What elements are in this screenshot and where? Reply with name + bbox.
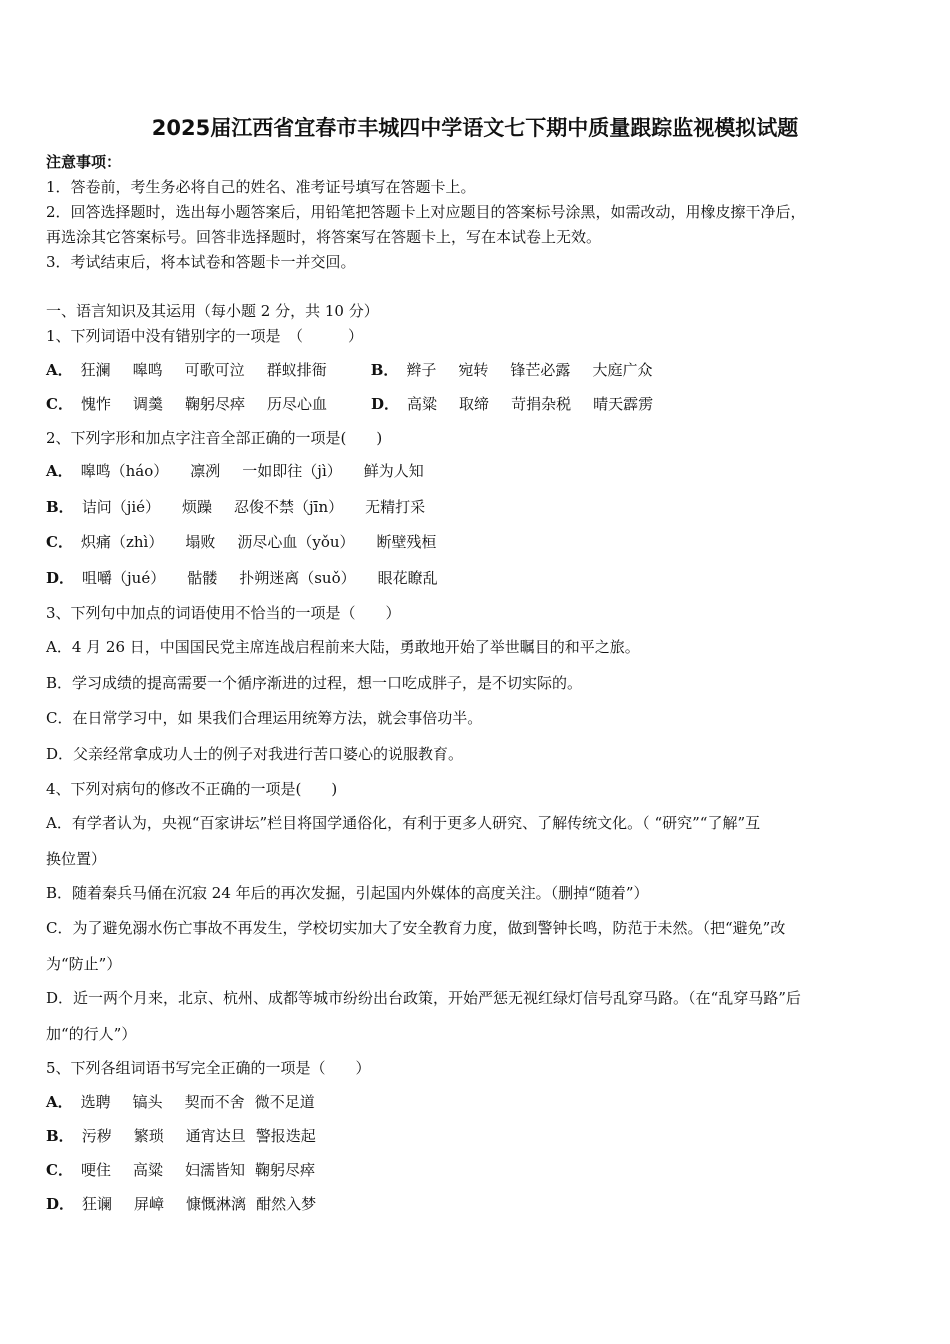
q3-option-d: D．父亲经常拿成功人士的例子对我进行苦口婆心的说服教育。 <box>46 745 464 763</box>
q1-a-word: 可歌可泣 <box>184 361 245 379</box>
q3-option-c: C．在日常学习中，如 果我们合理运用统筹方法，就会事倍功半。 <box>46 709 483 727</box>
notice-item-2a: 2．回答选择题时，选出每小题答案后，用铅笔把答题卡上对应题目的答案标号涂黑，如需改动，用橡皮擦干净后， <box>46 203 806 221</box>
question-5-stem: 5、下列各组词语书写完全正确的一项是（ ） <box>46 1059 371 1077</box>
page-title: 2025届江西省宜春市丰城四中学语文七下期中质量跟踪监视模拟试题 <box>151 116 799 140</box>
q5-option-c-label: C． <box>46 1161 73 1179</box>
q4-option-d-line2: 加“的行人”） <box>46 1025 137 1043</box>
q2-b-item: 无精打采 <box>365 498 426 516</box>
q1-option-a-label: A． <box>46 361 73 379</box>
q1-d-word: 取缔 <box>459 395 490 413</box>
q5-a-word: 选聘 <box>80 1093 111 1111</box>
q1-c-word: 历尽心血 <box>267 395 328 413</box>
q1-option-c-label: C． <box>46 395 73 413</box>
q1-a-word: 嗥鸣 <box>132 361 163 379</box>
q5-option-b-label: B． <box>46 1127 74 1145</box>
notice-item-2b: 再选涂其它答案标号。回答非选择题时，将答案写在答题卡上，写在本试卷上无效。 <box>46 228 602 246</box>
q2-option-d <box>46 568 460 588</box>
q5-a-word: 镐头 <box>132 1093 163 1111</box>
q2-d-item: 骷髅 <box>187 569 218 587</box>
q5-option-a-label: A． <box>46 1093 73 1111</box>
q5-option-a <box>46 1092 337 1112</box>
q4-option-b: B．随着秦兵马俑在沉寂 24 年后的再次发掘，引起国内外媒体的高度关注。（删掉“随着”） <box>46 884 649 902</box>
q4-option-c-line1: C．为了避免溺水伤亡事故不再发生，学校切实加大了安全教育力度，做到警钟长鸣，防范于未然。（把“避免”改 <box>46 919 786 937</box>
q1-options-cd <box>46 394 675 414</box>
q1-d-word: 晴天霹雳 <box>593 395 654 413</box>
q5-option-d <box>46 1194 338 1214</box>
question-4-stem: 4、下列对病句的修改不正确的一项是( ) <box>46 780 338 798</box>
q5-c-word: 妇濡皆知 <box>184 1161 245 1179</box>
q1-c-word: 鞠躬尽瘁 <box>184 395 245 413</box>
q1-options-ab <box>46 360 674 380</box>
q2-a-item: 一如即往（jì） <box>242 462 342 480</box>
q2-c-item: 断壁残桓 <box>376 533 437 551</box>
q2-option-c-label: C． <box>46 533 73 551</box>
q4-option-a-line2: 换位置） <box>46 850 107 868</box>
q1-a-word: 狂澜 <box>80 361 111 379</box>
q5-option-c <box>46 1160 337 1180</box>
q1-d-word: 高粱 <box>407 395 438 413</box>
q2-b-item: 忍俊不禁（jīn） <box>234 498 344 516</box>
q1-c-word: 愧怍 <box>80 395 111 413</box>
q5-d-word: 酣然入梦 <box>256 1195 317 1213</box>
section-heading: 一、语言知识及其运用（每小题 2 分，共 10 分） <box>46 302 379 320</box>
q4-option-d-line1: D．近一两个月来，北京、杭州、成都等城市纷纷出台政策，开始严惩无视红绿灯信号乱穿马路。（在“乱穿马路”后 <box>46 989 801 1007</box>
notice-item-3: 3．考试结束后，将本试卷和答题卡一并交回。 <box>46 253 356 271</box>
q2-c-item: 塌败 <box>185 533 216 551</box>
q5-option-b <box>46 1126 338 1146</box>
q2-option-c <box>46 532 459 552</box>
q5-c-word: 鞠躬尽瘁 <box>255 1161 316 1179</box>
q2-c-item: 炽痛（zhì） <box>80 533 164 551</box>
q2-option-b <box>46 497 447 517</box>
q2-d-item: 眼花瞭乱 <box>377 569 438 587</box>
q2-option-b-label: B． <box>46 498 74 516</box>
question-1-stem: 1、下列词语中没有错别字的一项是 （ ） <box>46 327 364 345</box>
q5-c-word: 高粱 <box>132 1161 163 1179</box>
q2-option-d-label: D． <box>46 569 75 587</box>
q1-option-d-label: D． <box>371 395 400 413</box>
q5-a-word: 微不足道 <box>254 1093 315 1111</box>
question-3-stem: 3、下列句中加点的词语使用不恰当的一项是（ ） <box>46 604 401 622</box>
q5-d-word: 狂谰 <box>82 1195 113 1213</box>
q2-option-a <box>46 461 446 481</box>
q2-d-item: 咀嚼（jué） <box>82 569 166 587</box>
q2-a-item: 凛冽 <box>190 462 221 480</box>
q5-b-word: 通宵达旦 <box>185 1127 246 1145</box>
q1-b-word: 锋芒必露 <box>510 361 571 379</box>
q1-option-b-label: B． <box>370 361 399 379</box>
q2-c-item: 沥尽心血（yǒu） <box>237 533 355 551</box>
q4-option-c-line2: 为“防止”） <box>46 955 122 973</box>
q5-option-d-label: D． <box>46 1195 75 1213</box>
q5-b-word: 污秽 <box>81 1127 112 1145</box>
q1-b-word: 大庭广众 <box>592 361 653 379</box>
q1-d-word: 苛捐杂税 <box>511 395 572 413</box>
q2-option-a-label: A． <box>46 462 73 480</box>
q3-option-a: A．4 月 26 日，中国国民党主席连战启程前来大陆，勇敢地开始了举世瞩目的和平之旅。 <box>46 638 640 656</box>
question-2-stem: 2、下列字形和加点字注音全部正确的一项是( ) <box>46 429 383 447</box>
q2-b-item: 诘问（jié） <box>81 498 161 516</box>
q5-b-word: 繁琐 <box>133 1127 164 1145</box>
notice-heading: 注意事项： <box>46 153 122 171</box>
q2-d-item: 扑朔迷离（suǒ） <box>239 569 356 587</box>
q1-a-word: 群蚁排衙 <box>266 361 327 379</box>
q1-b-word: 宛转 <box>458 361 489 379</box>
q1-b-word: 辫子 <box>406 361 437 379</box>
q2-a-item: 鲜为人知 <box>363 462 424 480</box>
q3-option-b: B．学习成绩的提高需要一个循序渐进的过程，想一口吃成胖子，是不切实际的。 <box>46 674 583 692</box>
q5-c-word: 哽住 <box>80 1161 111 1179</box>
q5-d-word: 慷慨淋漓 <box>186 1195 247 1213</box>
q5-b-word: 警报迭起 <box>255 1127 316 1145</box>
q1-c-word: 调羹 <box>132 395 163 413</box>
q2-b-item: 烦躁 <box>182 498 213 516</box>
q5-a-word: 契而不舍 <box>184 1093 245 1111</box>
notice-item-1: 1．答卷前，考生务必将自己的姓名、准考证号填写在答题卡上。 <box>46 178 476 196</box>
q4-option-a-line1: A．有学者认为，央视“百家讲坛”栏目将国学通俗化，有利于更多人研究、了解传统文化。（ “研究”“了解”互 <box>46 814 761 832</box>
q5-d-word: 屏嶂 <box>134 1195 165 1213</box>
q2-a-item: 嗥鸣（háo） <box>80 462 169 480</box>
